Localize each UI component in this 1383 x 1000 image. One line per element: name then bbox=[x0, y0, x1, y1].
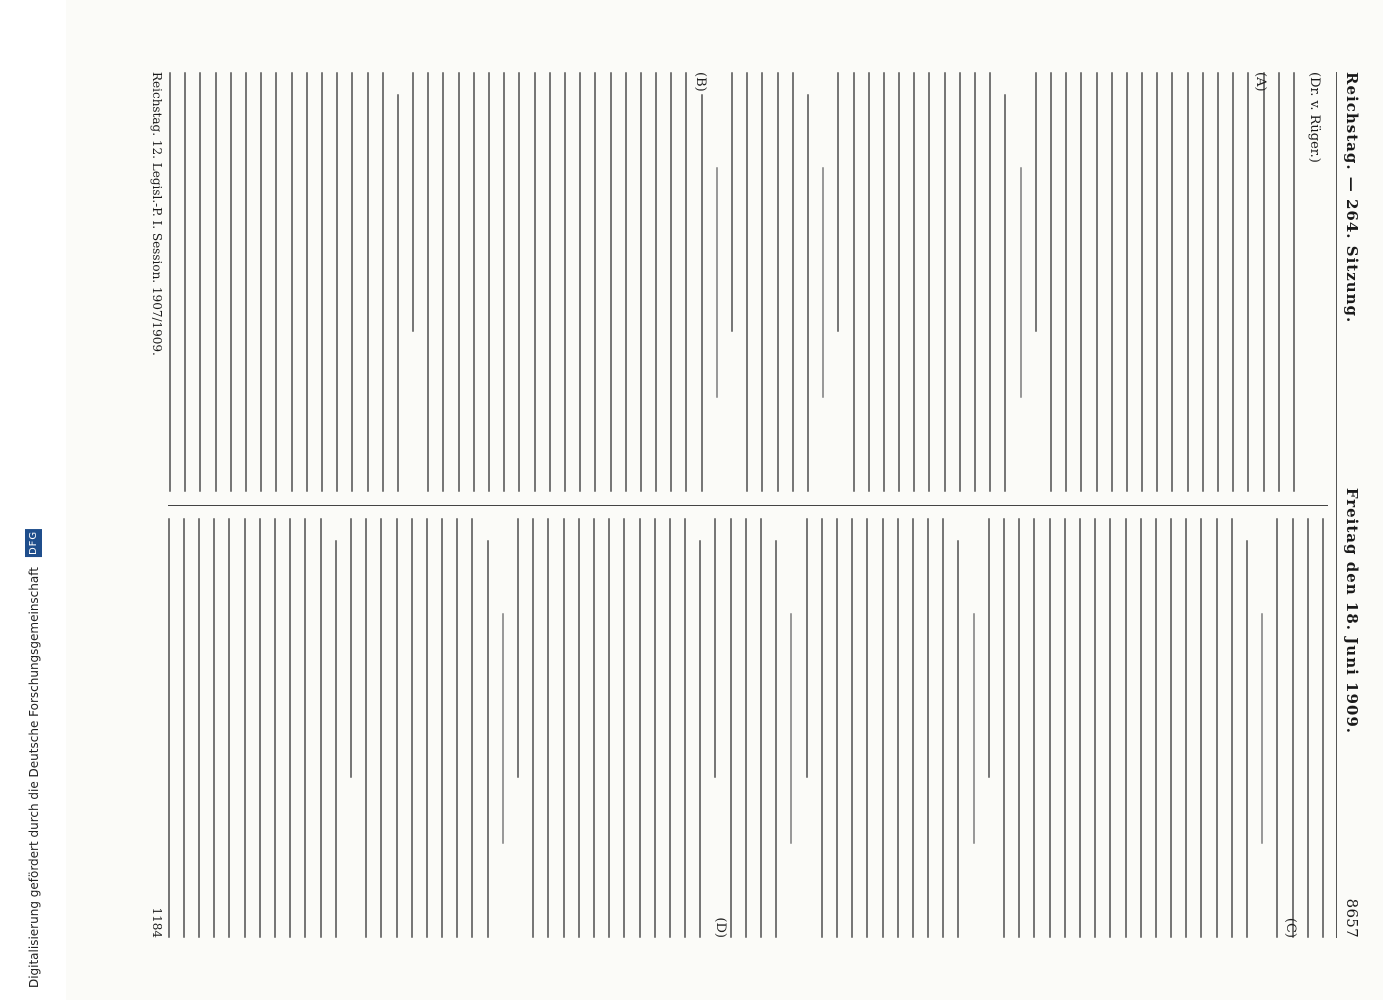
page-header bbox=[1336, 72, 1361, 938]
header-left: Reichstag. — 264. Sitzung. bbox=[1343, 72, 1361, 324]
margin-tag-a: (A) bbox=[1253, 72, 1268, 92]
footer-left: Reichstag. 12. Legisl.-P. I. Session. 1907/1909. bbox=[150, 72, 164, 356]
right-column-lines bbox=[168, 518, 1324, 938]
margin-tag-b: (B) bbox=[693, 72, 708, 92]
header-right: Freitag den 18. Juni 1909. bbox=[1343, 487, 1361, 735]
column-divider bbox=[168, 505, 1328, 506]
margin-tag-c: (C) bbox=[1283, 917, 1298, 938]
page-footer bbox=[150, 72, 164, 938]
rotated-document-page bbox=[66, 0, 1383, 1000]
page-number: 8657 bbox=[1343, 898, 1361, 938]
margin-tag-d: (D) bbox=[713, 917, 728, 938]
credit-line bbox=[25, 529, 42, 988]
dfg-logo-icon: DFG bbox=[25, 529, 42, 557]
credit-text: Digitalisierung gefördert durch die Deutsche Forschungsgemeinschaft bbox=[26, 566, 41, 988]
digitization-credit-sidebar bbox=[0, 0, 66, 1000]
speaker-label: (Dr. v. Rüger.) bbox=[1307, 72, 1322, 163]
right-column bbox=[168, 518, 1328, 938]
left-column bbox=[168, 72, 1328, 492]
text-columns bbox=[168, 72, 1328, 938]
footer-right: 1184 bbox=[150, 907, 164, 938]
left-column-lines bbox=[168, 72, 1295, 492]
